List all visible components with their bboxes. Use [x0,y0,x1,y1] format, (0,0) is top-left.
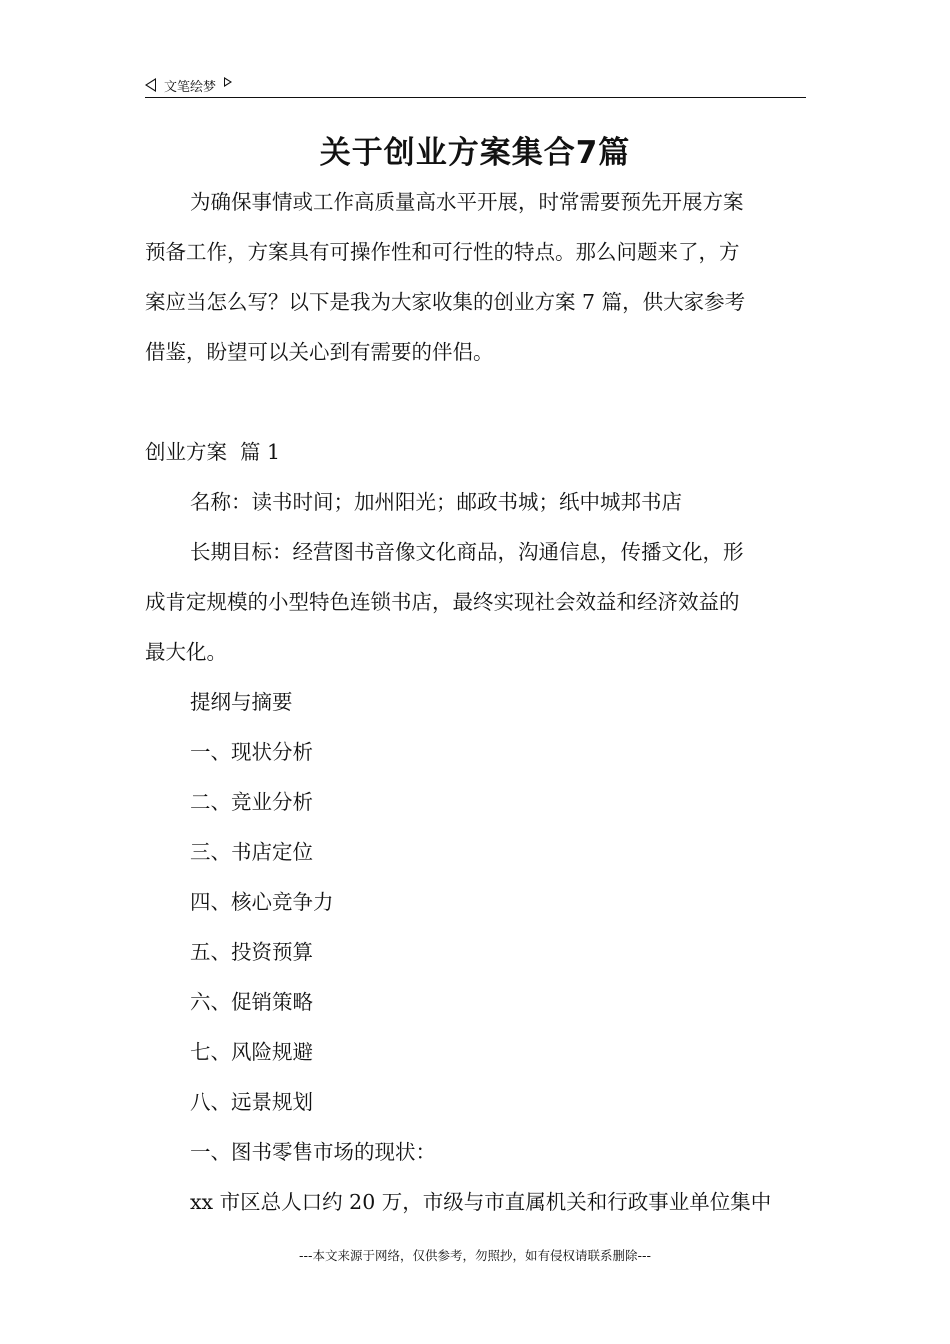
name-line: 名称：读书时间；加州阳光；邮政书城；纸中城邦书店 [190,490,682,514]
intro-line: 为确保事情或工作高质量高水平开展，时常需要预先开展方案 [190,190,744,214]
header-brand: 文笔绘梦 [164,79,217,95]
footer-disclaimer: ---本文来源于网络，仅供参考，勿照抄，如有侵权请联系删除--- [298,1248,652,1263]
outline-item: 八、远景规划 [190,1090,313,1114]
document-title: 关于创业方案集合7篇 [319,135,631,171]
header-divider [145,97,806,98]
goal-line: 成肯定规模的小型特色连锁书店，最终实现社会效益和经济效益的 [145,590,740,614]
triangle-right-icon [224,77,232,87]
section-heading: 创业方案 篇 1 [145,440,281,464]
outline-item: 六、促销策略 [190,990,313,1014]
intro-line: 案应当怎么写？以下是我为大家收集的创业方案 7 篇，供大家参考 [145,290,746,314]
outline-item: 三、书店定位 [190,840,313,864]
spacer [145,377,806,427]
outline-item: 一、现状分析 [190,740,313,764]
market-line: xx 市区总人口约 20 万，市级与市直属机关和行政事业单位集中 [190,1190,772,1214]
goal-line: 最大化。 [145,640,227,664]
outline-item: 五、投资预算 [190,940,313,964]
market-heading: 一、图书零售市场的现状： [190,1140,436,1164]
outline-heading: 提纲与摘要 [190,690,293,714]
goal-line: 长期目标：经营图书音像文化商品，沟通信息，传播文化，形 [190,540,744,564]
intro-line: 预备工作，方案具有可操作性和可行性的特点。那么问题来了，方 [145,240,740,264]
outline-item: 七、风险规避 [190,1040,313,1064]
outline-item: 二、竞业分析 [190,790,313,814]
intro-line: 借鉴，盼望可以关心到有需要的伴侣。 [145,340,494,364]
triangle-left-icon [145,78,156,92]
page-header [145,74,232,96]
document-body [145,177,806,1227]
outline-item: 四、核心竞争力 [190,890,334,914]
